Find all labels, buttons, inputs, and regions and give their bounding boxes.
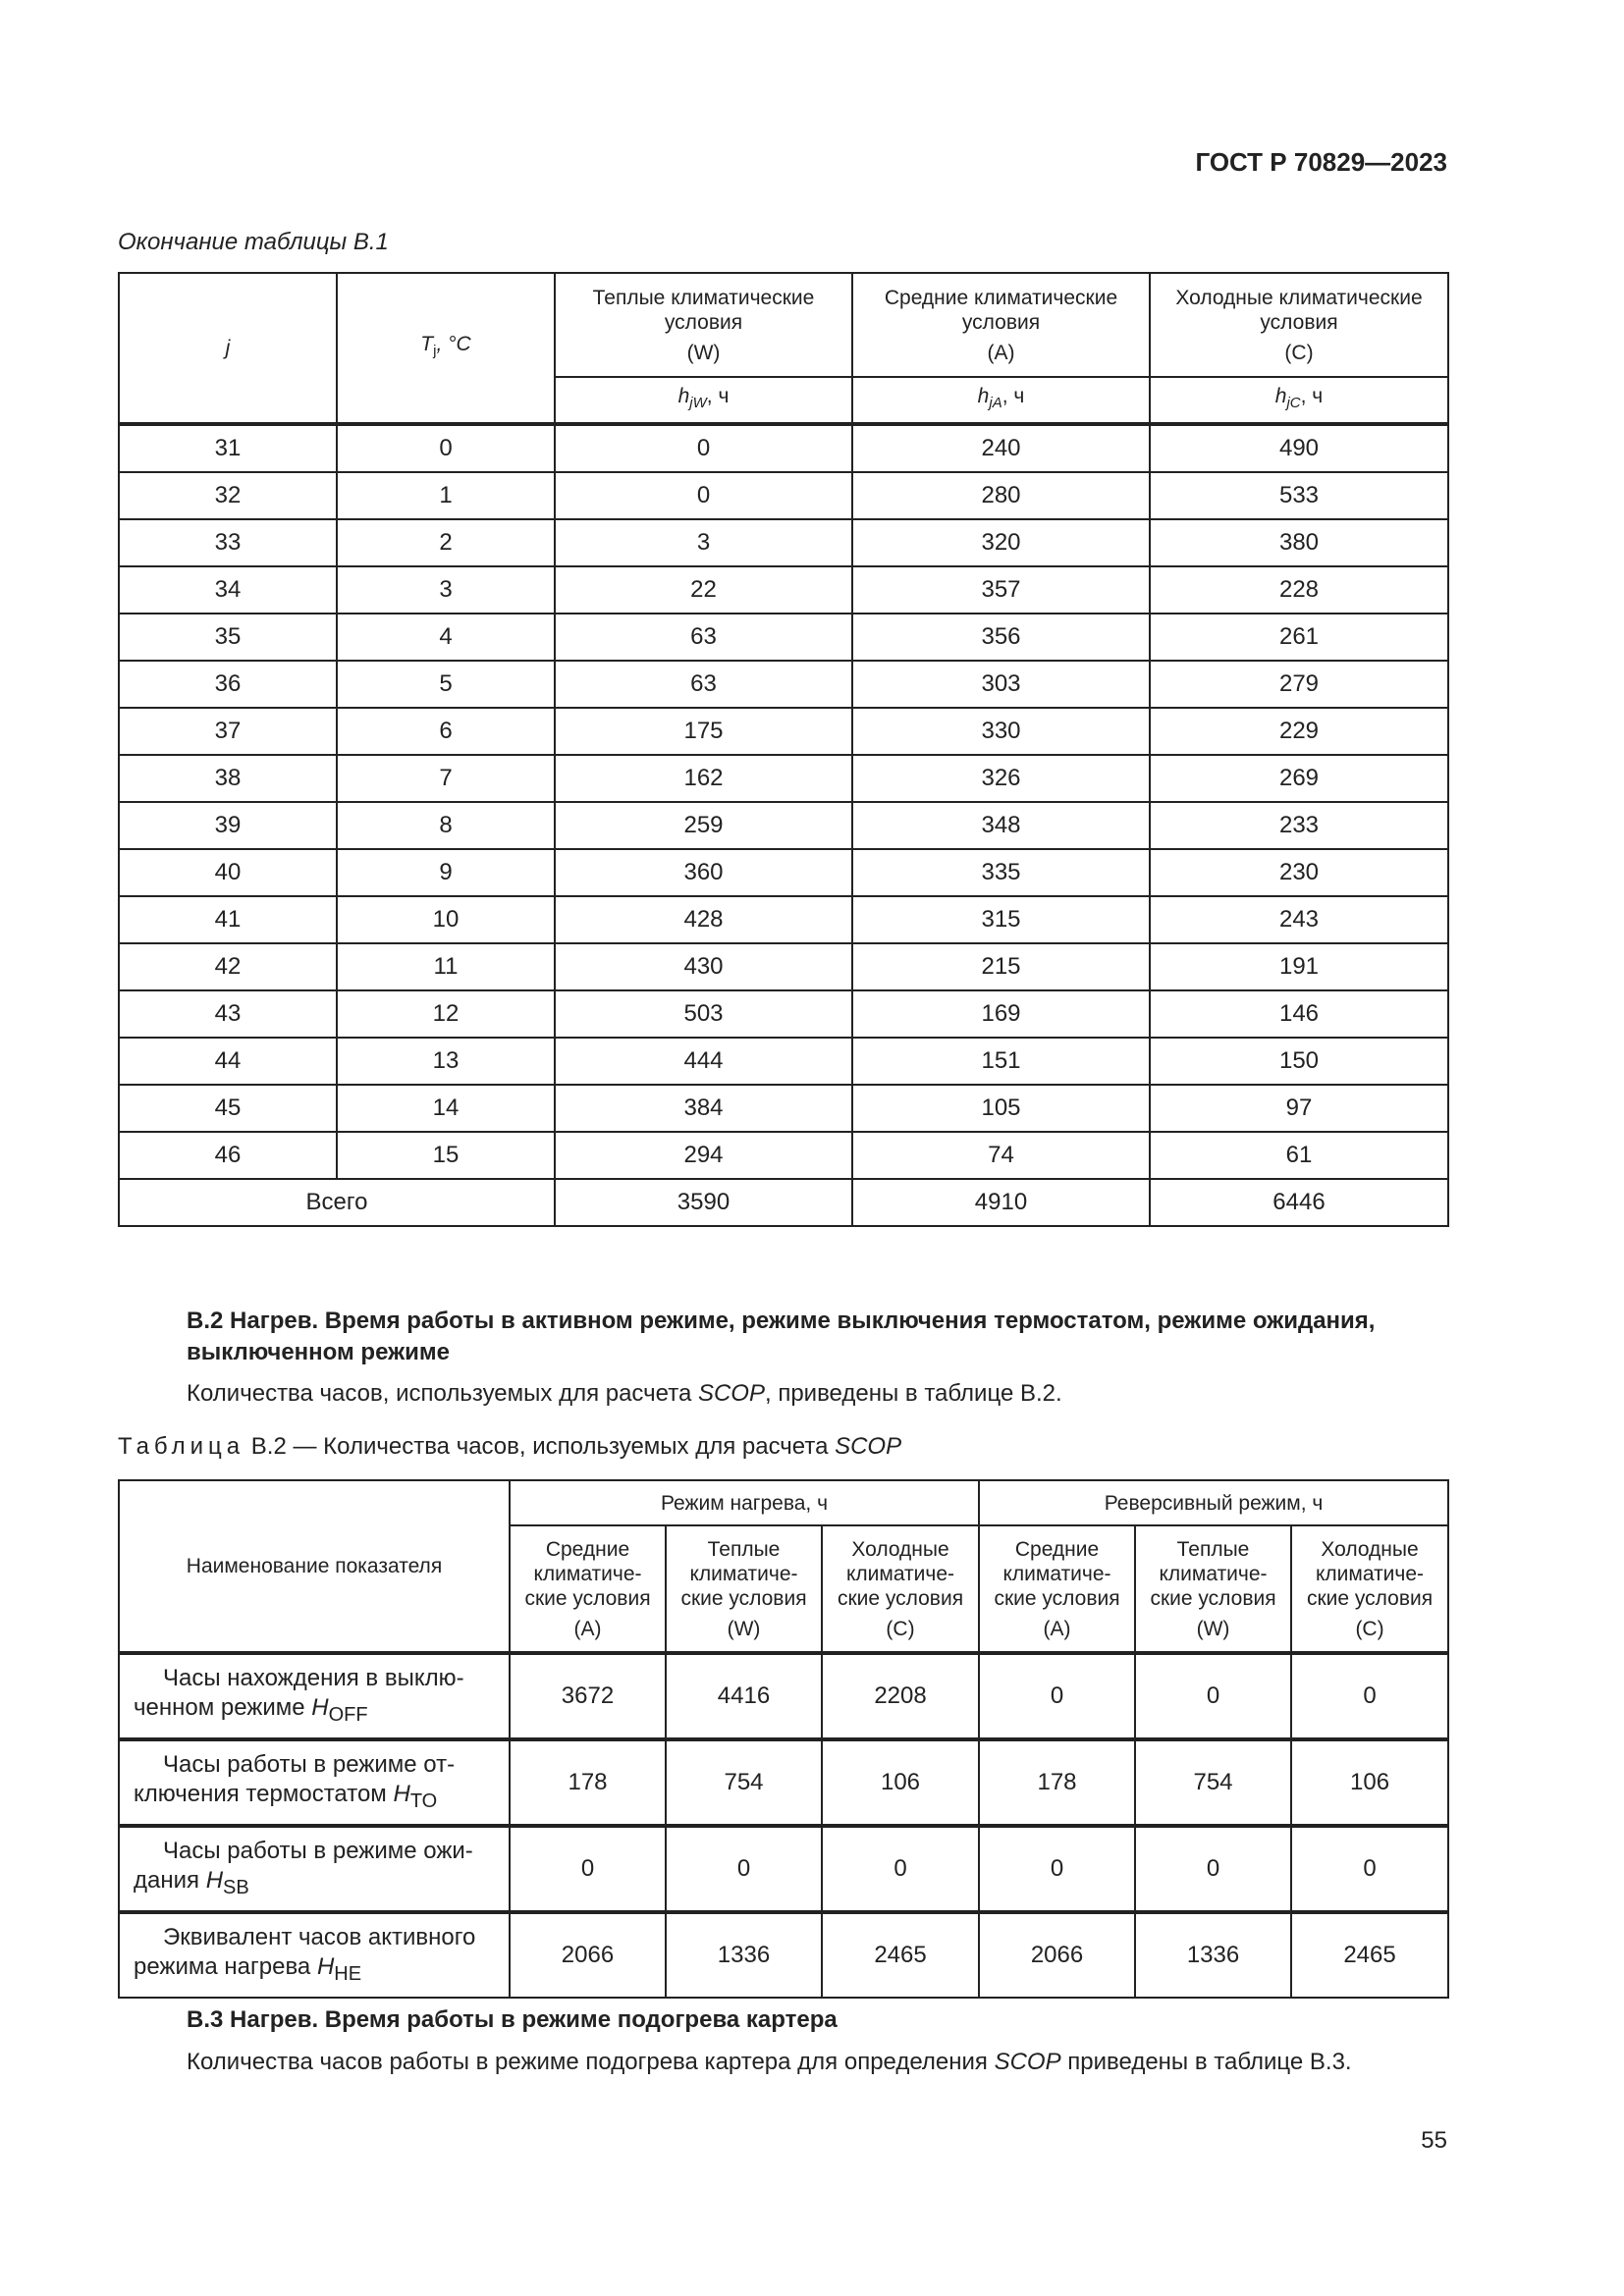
table-row: 38 7 162 326 269 (119, 755, 1448, 802)
col-header-rev-warm: Теплые климатиче- ские условия (W) (1135, 1525, 1291, 1653)
col-header-rev-average: Средние климатиче- ские условия (A) (979, 1525, 1135, 1653)
col-unit-average: $h_{jA}$, ч (852, 377, 1150, 424)
section-b2-paragraph: Количества часов, используемых для расчета SCOP, приведены в таблице В.2. (187, 1380, 1062, 1407)
table-row: 31 0 0 240 490 (119, 424, 1448, 472)
table-row: 35 4 63 356 261 (119, 614, 1448, 661)
col-header-heat-warm: Теплые климатиче- ские условия (W) (666, 1525, 822, 1653)
col-header-heat-average: Средние климатиче- ские условия (A) (510, 1525, 666, 1653)
table-row: Часы работы в режиме ожи- дания $H_{SB}$ 0 0 0 0 0 0 (119, 1826, 1448, 1912)
table1-caption: Окончание таблицы В.1 (118, 229, 389, 255)
table-row: Часы нахождения в выклю- ченном режиме $H_{OFF}$ 3672 4416 2208 0 0 0 (119, 1653, 1448, 1739)
table-row: 33 2 3 320 380 (119, 519, 1448, 566)
col-header-rev-cold: Холодные климатиче- ские условия (C) (1291, 1525, 1448, 1653)
table-row: 40 9 360 335 230 (119, 849, 1448, 896)
table-row: 43 12 503 169 146 (119, 990, 1448, 1038)
col-header-warm: Теплые климатические условия (W) (555, 273, 852, 377)
col-header-cold: Холодные климатические условия (C) (1150, 273, 1448, 377)
table-row: 36 5 63 303 279 (119, 661, 1448, 708)
table-row: Эквивалент часов активного режима нагрева $H_{HE}$ 2066 1336 2465 2066 1336 2465 (119, 1912, 1448, 1998)
col-unit-cold: $h_{jC}$, ч (1150, 377, 1448, 424)
col-group-reversible: Реверсивный режим, ч (979, 1480, 1448, 1525)
document-id: ГОСТ Р 70829—2023 (1195, 147, 1447, 177)
col-header-heat-cold: Холодные климатиче- ские условия (C) (822, 1525, 979, 1653)
col-header-temp: $T_j$, °C (337, 273, 555, 424)
table-total-row: Всего 3590 4910 6446 (119, 1179, 1448, 1226)
table-row: 46 15 294 74 61 (119, 1132, 1448, 1179)
table-b2 (118, 1479, 1449, 1999)
table-row: 42 11 430 215 191 (119, 943, 1448, 990)
col-header-indicator: Наименование показателя (119, 1480, 510, 1653)
col-header-average: Средние климатические условия (A) (852, 273, 1150, 377)
table-row: 41 10 428 315 243 (119, 896, 1448, 943)
table-row: 32 1 0 280 533 (119, 472, 1448, 519)
table-row: 45 14 384 105 97 (119, 1085, 1448, 1132)
table-row: 44 13 444 151 150 (119, 1038, 1448, 1085)
table-row: 39 8 259 348 233 (119, 802, 1448, 849)
section-b3-heading: В.3 Нагрев. Время работы в режиме подогрева картера (187, 2006, 838, 2033)
table-b1 (118, 272, 1449, 1227)
page-number: 55 (1421, 2127, 1447, 2154)
table-row: 34 3 22 357 228 (119, 566, 1448, 614)
table2-caption: Таблица В.2 — Количества часов, используемых для расчета SCOP (118, 1433, 902, 1460)
col-unit-warm: $h_{jW}$, ч (555, 377, 852, 424)
section-b2-heading: В.2 Нагрев. Время работы в активном режиме, режиме выключения термостатом, режиме ожидания, выключенном режиме (187, 1308, 1376, 1365)
col-header-j: j (119, 273, 337, 424)
col-group-heating: Режим нагрева, ч (510, 1480, 979, 1525)
section-b3-paragraph: Количества часов работы в режиме подогрева картера для определения SCOP приведены в таблице В.3. (187, 2049, 1352, 2075)
table-row: 37 6 175 330 229 (119, 708, 1448, 755)
table-row: Часы работы в режиме от- ключения термостатом $H_{TO}$ 178 754 106 178 754 106 (119, 1739, 1448, 1826)
